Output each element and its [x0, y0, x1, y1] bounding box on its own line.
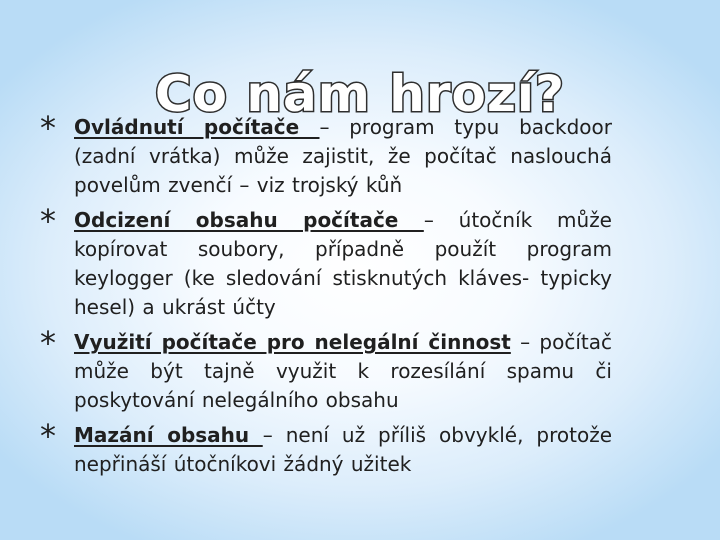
- bullet-text: – útočník může kopírovat soubory, případně použít program keylogger (ke sledování stisknutých kláves- typicky hesel) a ukrást účty: [74, 208, 612, 319]
- bullet-item-illegal-use: [40, 324, 613, 415]
- asterisk-bullet-icon: *: [40, 109, 56, 147]
- bullet-item-takeover: [40, 109, 612, 200]
- bullet-heading: Mazání obsahu: [74, 423, 263, 447]
- bullet-text: – program typu backdoor (zadní vrátka) může zajistit, že počítač naslouchá povelům zvenčí – viz trojský kůň: [74, 115, 612, 197]
- bullet-heading: Odcizení obsahu počítače: [74, 208, 424, 232]
- asterisk-bullet-icon: *: [40, 202, 56, 240]
- bullet-text: – počítač může být tajně využit k rozesílání spamu či poskytování nelegálního obsahu: [74, 330, 613, 412]
- bullet-heading: Ovládnutí počítače: [74, 115, 320, 139]
- bullet-item-deletion: [40, 417, 612, 479]
- bullet-list: [40, 109, 613, 485]
- bullet-text: – není už příliš obvyklé, protože nepřináší útočníkovi žádný užitek: [74, 423, 612, 476]
- bullet-item-theft: [40, 202, 612, 322]
- asterisk-bullet-icon: *: [40, 417, 56, 455]
- slide-title: Co nám hrozí?: [154, 64, 566, 123]
- bullet-heading: Využití počítače pro nelegální činnost: [74, 330, 511, 354]
- asterisk-bullet-icon: *: [40, 324, 56, 362]
